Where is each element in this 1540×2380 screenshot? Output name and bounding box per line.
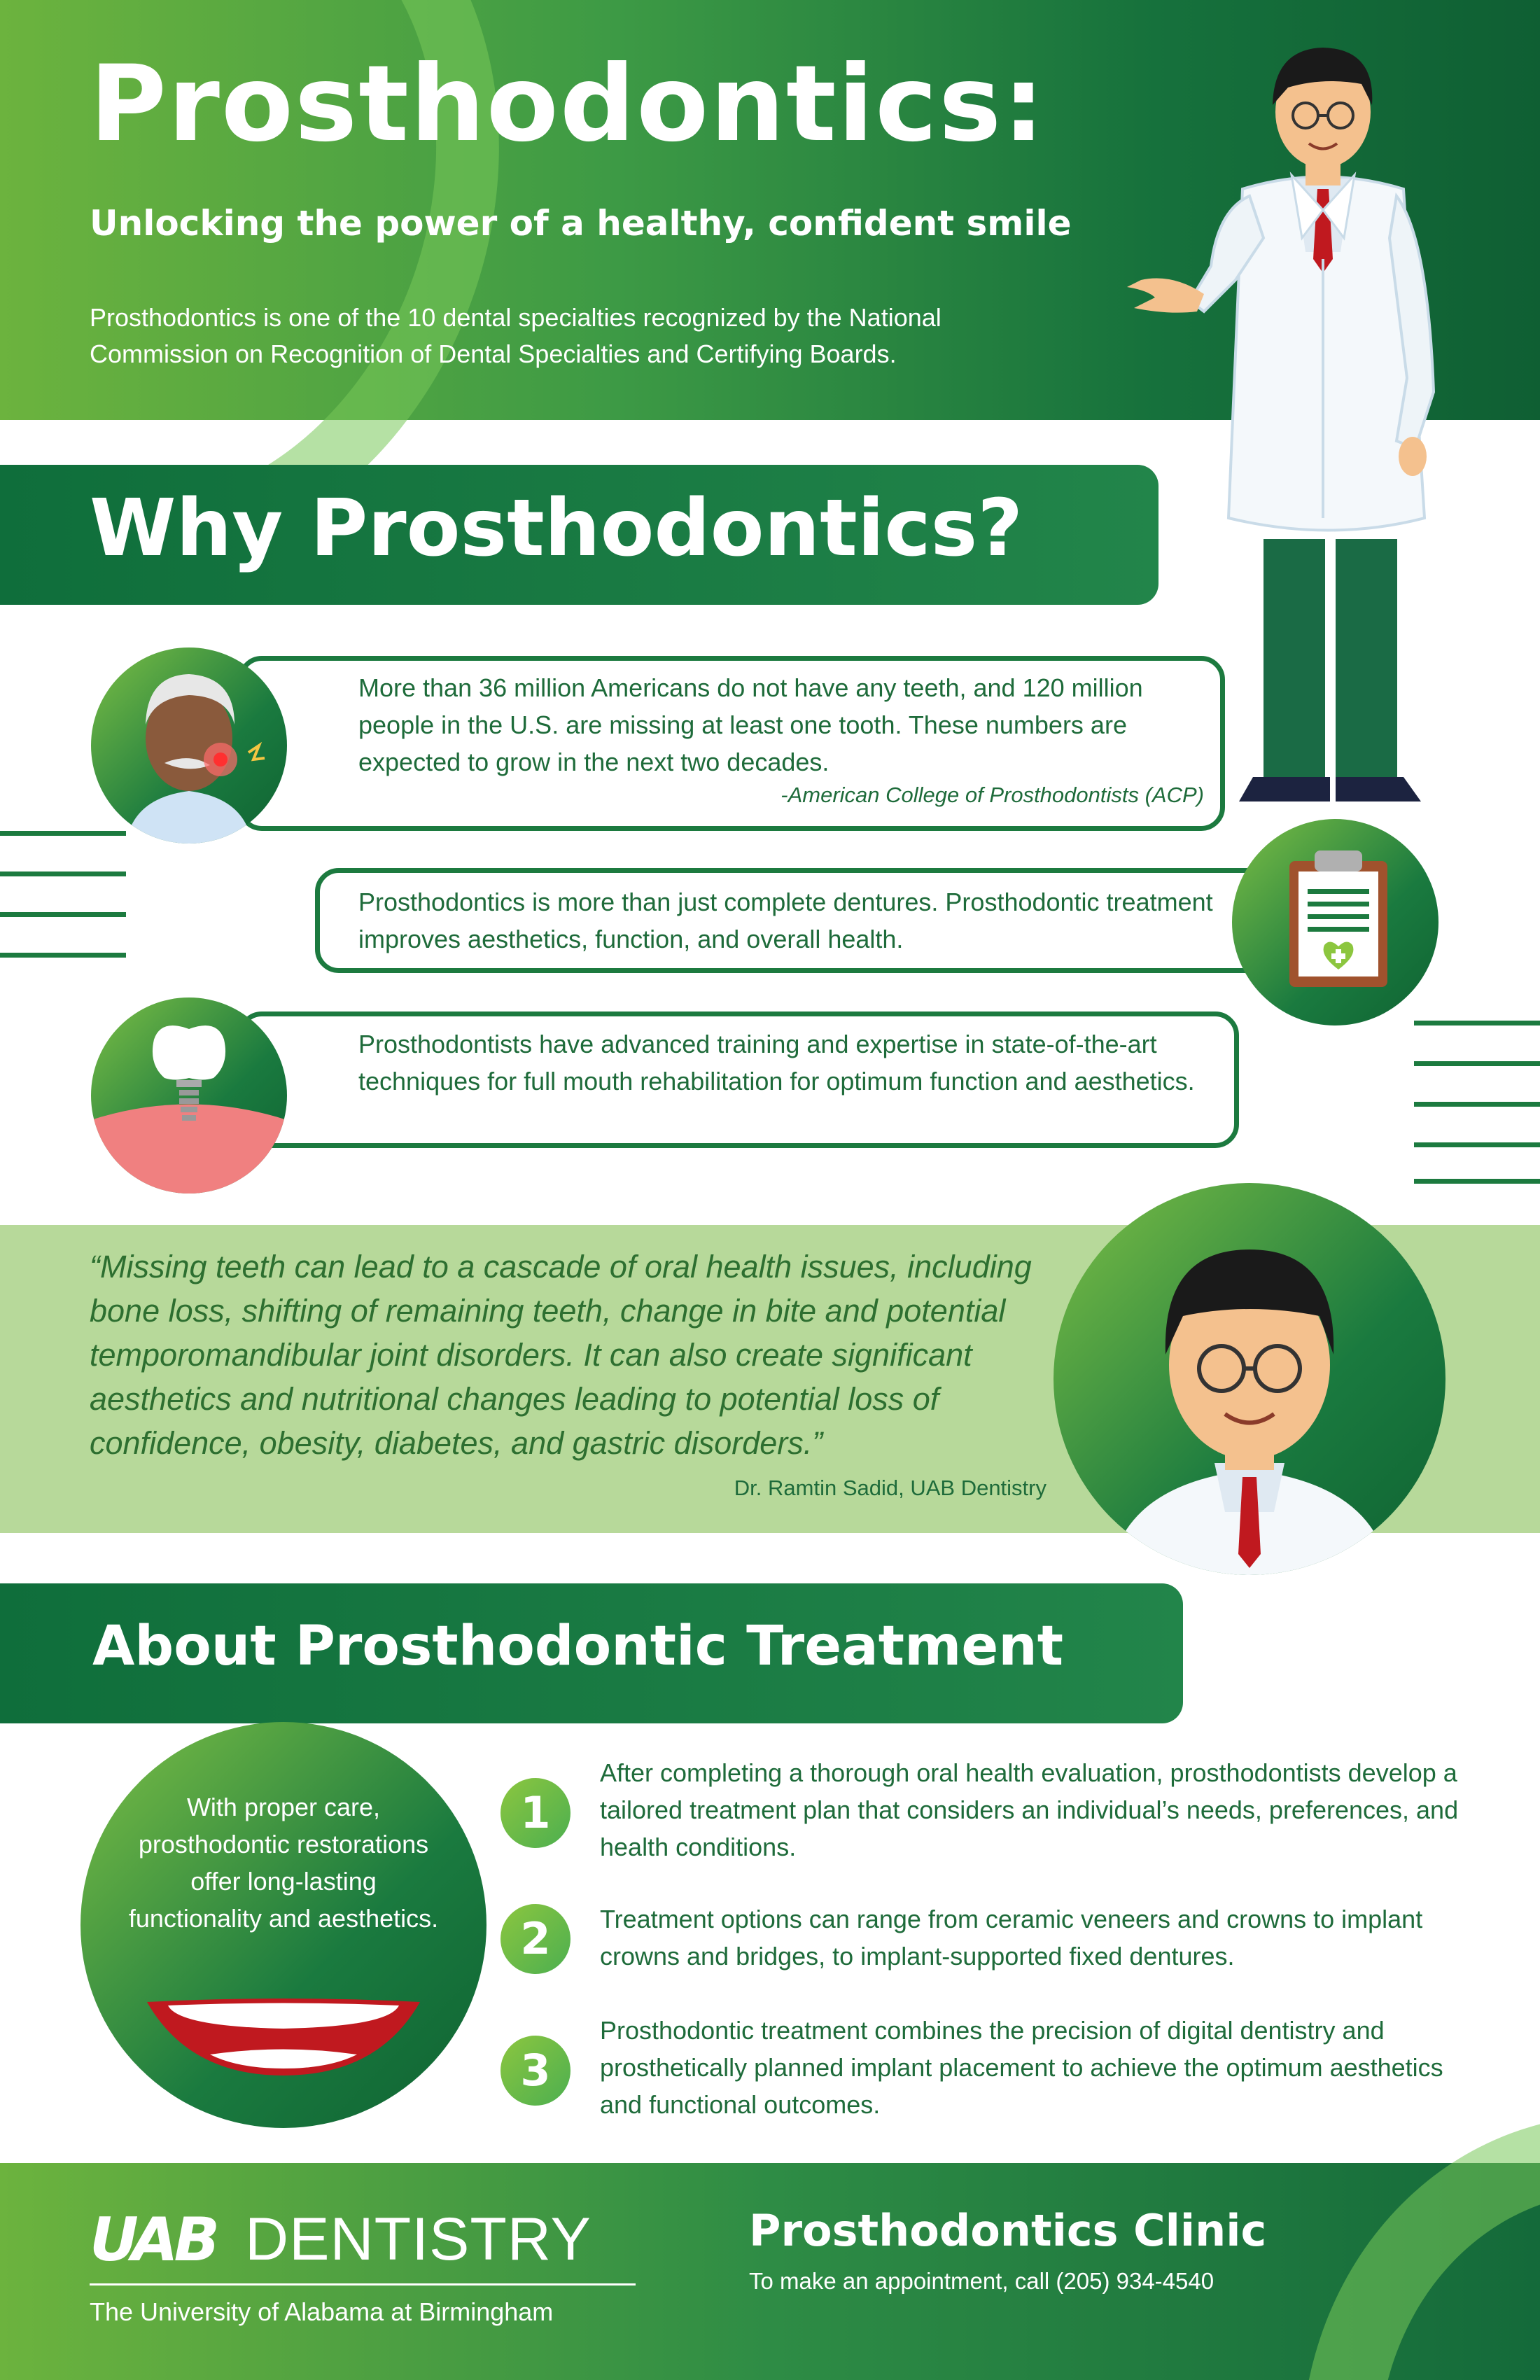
decorative-stripe — [1414, 1179, 1540, 1184]
step-2-number: 2 — [500, 1904, 570, 1974]
dentistry-logo-text: DENTISTRY — [245, 2206, 592, 2273]
logo-divider — [90, 2283, 636, 2286]
uab-logo-mark: UAB — [90, 2205, 216, 2275]
fact-1-source: -American College of Prosthodontists (ACP) — [780, 783, 1204, 807]
decorative-stripe — [1414, 1142, 1540, 1147]
care-text: With proper care, prosthodontic restorations offer long-lasting functionality and aesthetics. — [128, 1793, 439, 1933]
page-subtitle: Unlocking the power of a healthy, confident smile — [90, 203, 1072, 244]
dentist-portrait-icon — [1054, 1183, 1446, 1575]
why-heading: Why Prosthodontics? — [90, 483, 1023, 574]
quote-author: Dr. Ramtin Sadid, UAB Dentistry — [734, 1476, 1046, 1500]
header-description: Prosthodontics is one of the 10 dental specialties recognized by the National Commission on Recognition of Dental Specialties and Certifying Boards. — [90, 303, 941, 368]
page-title: Prosthodontics: — [90, 43, 1046, 165]
step-1-text: After completing a thorough oral health evaluation, prosthodontists develop a tailored treatment plan that considers an individual’s needs, preferences, and health conditions. — [600, 1758, 1459, 1861]
step-3-text: Prosthodontic treatment combines the precision of digital dentistry and prosthetically planned implant placement to achieve the optimum aesthetics and functional outcomes. — [600, 2016, 1443, 2119]
decorative-stripe — [1414, 1061, 1540, 1066]
fact-2-text: Prosthodontics is more than just complete dentures. Prosthodontic treatment improves aesthetics, function, and overall health. — [358, 888, 1213, 953]
decorative-stripe — [0, 953, 126, 958]
smile-icon — [147, 1988, 420, 2079]
decorative-stripe — [1414, 1021, 1540, 1026]
decorative-stripe — [1414, 1102, 1540, 1107]
dental-implant-icon — [91, 997, 287, 1194]
treatment-heading: About Prosthodontic Treatment — [92, 1615, 1064, 1678]
decorative-stripe — [0, 872, 126, 876]
step-2-text: Treatment options can range from ceramic veneers and crowns to implant crowns and bridges, to implant-supported fixed dentures. — [600, 1905, 1423, 1970]
quote-text: “Missing teeth can lead to a cascade of oral health issues, including bone loss, shifting of remaining teeth, change in bite and potential temporomandibular joint disorders. It can also create significant aesthetics and nutritional changes leading to potential loss of confidence, obesity, diabetes, and gastric disorders.” — [90, 1249, 1032, 1461]
clipboard-icon — [1232, 819, 1438, 1026]
step-3-number: 3 — [500, 2036, 570, 2106]
decorative-stripe — [0, 912, 126, 917]
clinic-title: Prosthodontics Clinic — [749, 2205, 1267, 2256]
decorative-stripe — [0, 831, 126, 836]
appointment-phone: To make an appointment, call (205) 934-4540 — [749, 2268, 1214, 2294]
step-1-number: 1 — [500, 1778, 570, 1848]
fact-3-text: Prosthodontists have advanced training and expertise in state-of-the-art techniques for full mouth rehabilitation for optimum function and aesthetics. — [358, 1030, 1195, 1096]
university-name: The University of Alabama at Birmingham — [90, 2297, 554, 2326]
fact-1-text: More than 36 million Americans do not have any teeth, and 120 million people in the U.S. are missing at least one tooth. These numbers are expected to grow in the next two decades. — [358, 673, 1143, 776]
elderly-man-toothache-icon — [91, 648, 287, 844]
